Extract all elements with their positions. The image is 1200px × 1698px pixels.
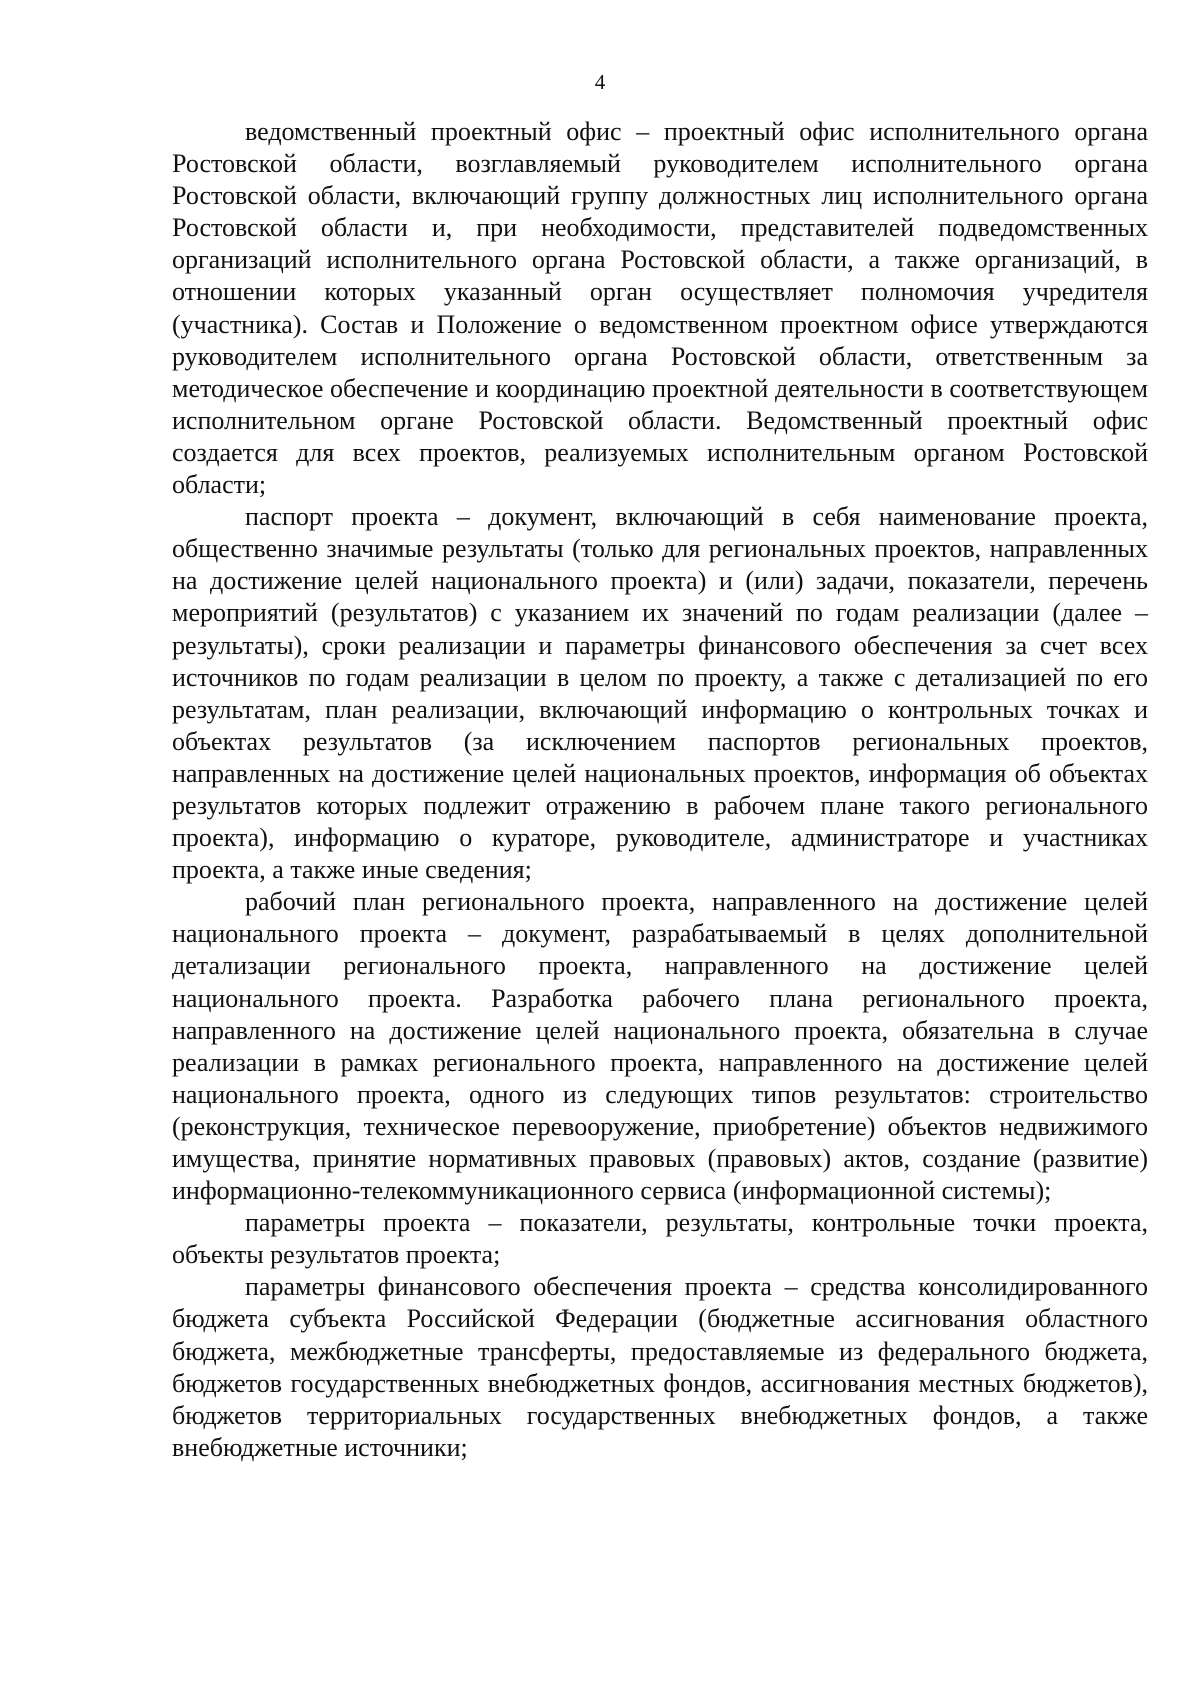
- paragraph-project-parameters: параметры проекта – показатели, результаты, контрольные точки проекта, объекты результатов проекта;: [172, 1208, 1148, 1270]
- paragraph-financial-parameters: параметры финансового обеспечения проекта – средства консолидированного бюджета субъекта Российской Федерации (бюджетные ассигнования областного бюджета, межбюджетные трансферты, предоставляемые из федерального бюджета, бюджетов государственных внебюджетных фондов, ассигнования местных бюджетов), бюджетов территориальных государственных внебюджетных фондов, а также внебюджетные источники;: [172, 1272, 1148, 1462]
- page-number: 4: [594, 70, 606, 94]
- paragraph-project-passport: паспорт проекта – документ, включающий в себя наименование проекта, общественно значимые результаты (только для региональных проектов, направленных на достижение целей национального проекта) и (или) задачи, показатели, перечень мероприятий (результатов) с указанием их значений по годам реализации (далее – результаты), сроки реализации и параметры финансового обеспечения за счет всех источников по годам реализации в целом по проекту, а также с детализацией по его результатам, план реализации, включающий информацию о контрольных точках и объектах результатов (за исключением паспортов региональных проектов, направленных на достижение целей национальных проектов, информация об объектах результатов которых подлежит отражению в рабочем плане такого регионального проекта), информацию о кураторе, руководителе, администраторе и участниках проекта, а также иные сведения;: [172, 502, 1148, 885]
- paragraph-departmental-project-office: ведомственный проектный офис – проектный офис исполнительного органа Ростовской области, возглавляемый руководителем исполнительного органа Ростовской области, включающий группу должностных лиц исполнительного органа Ростовской области и, при необходимости, представителей подведомственных организаций исполнительного органа Ростовской области, а также организаций, в отношении которых указанный орган осуществляет полномочия учредителя (участника). Состав и Положение о ведомственном проектном офисе утверждаются руководителем исполнительного органа Ростовской области, ответственным за методическое обеспечение и координацию проектной деятельности в соответствующем исполнительном органе Ростовской области. Ведомственный проектный офис создается для всех проектов, реализуемых исполнительным органом Ростовской области;: [172, 117, 1148, 500]
- paragraph-regional-project-work-plan: рабочий план регионального проекта, направленного на достижение целей национального проекта – документ, разрабатываемый в целях дополнительной детализации регионального проекта, направленного на достижение целей национального проекта. Разработка рабочего плана регионального проекта, направленного на достижение целей национального проекта, обязательна в случае реализации в рамках регионального проекта, направленного на достижение целей национального проекта, одного из следующих типов результатов: строительство (реконструкция, техническое перевооружение, приобретение) объектов недвижимого имущества, принятие нормативных правовых (правовых) актов, создание (развитие) информационно-телекоммуникационного сервиса (информационной системы);: [172, 887, 1148, 1206]
- document-body: [172, 116, 1148, 1464]
